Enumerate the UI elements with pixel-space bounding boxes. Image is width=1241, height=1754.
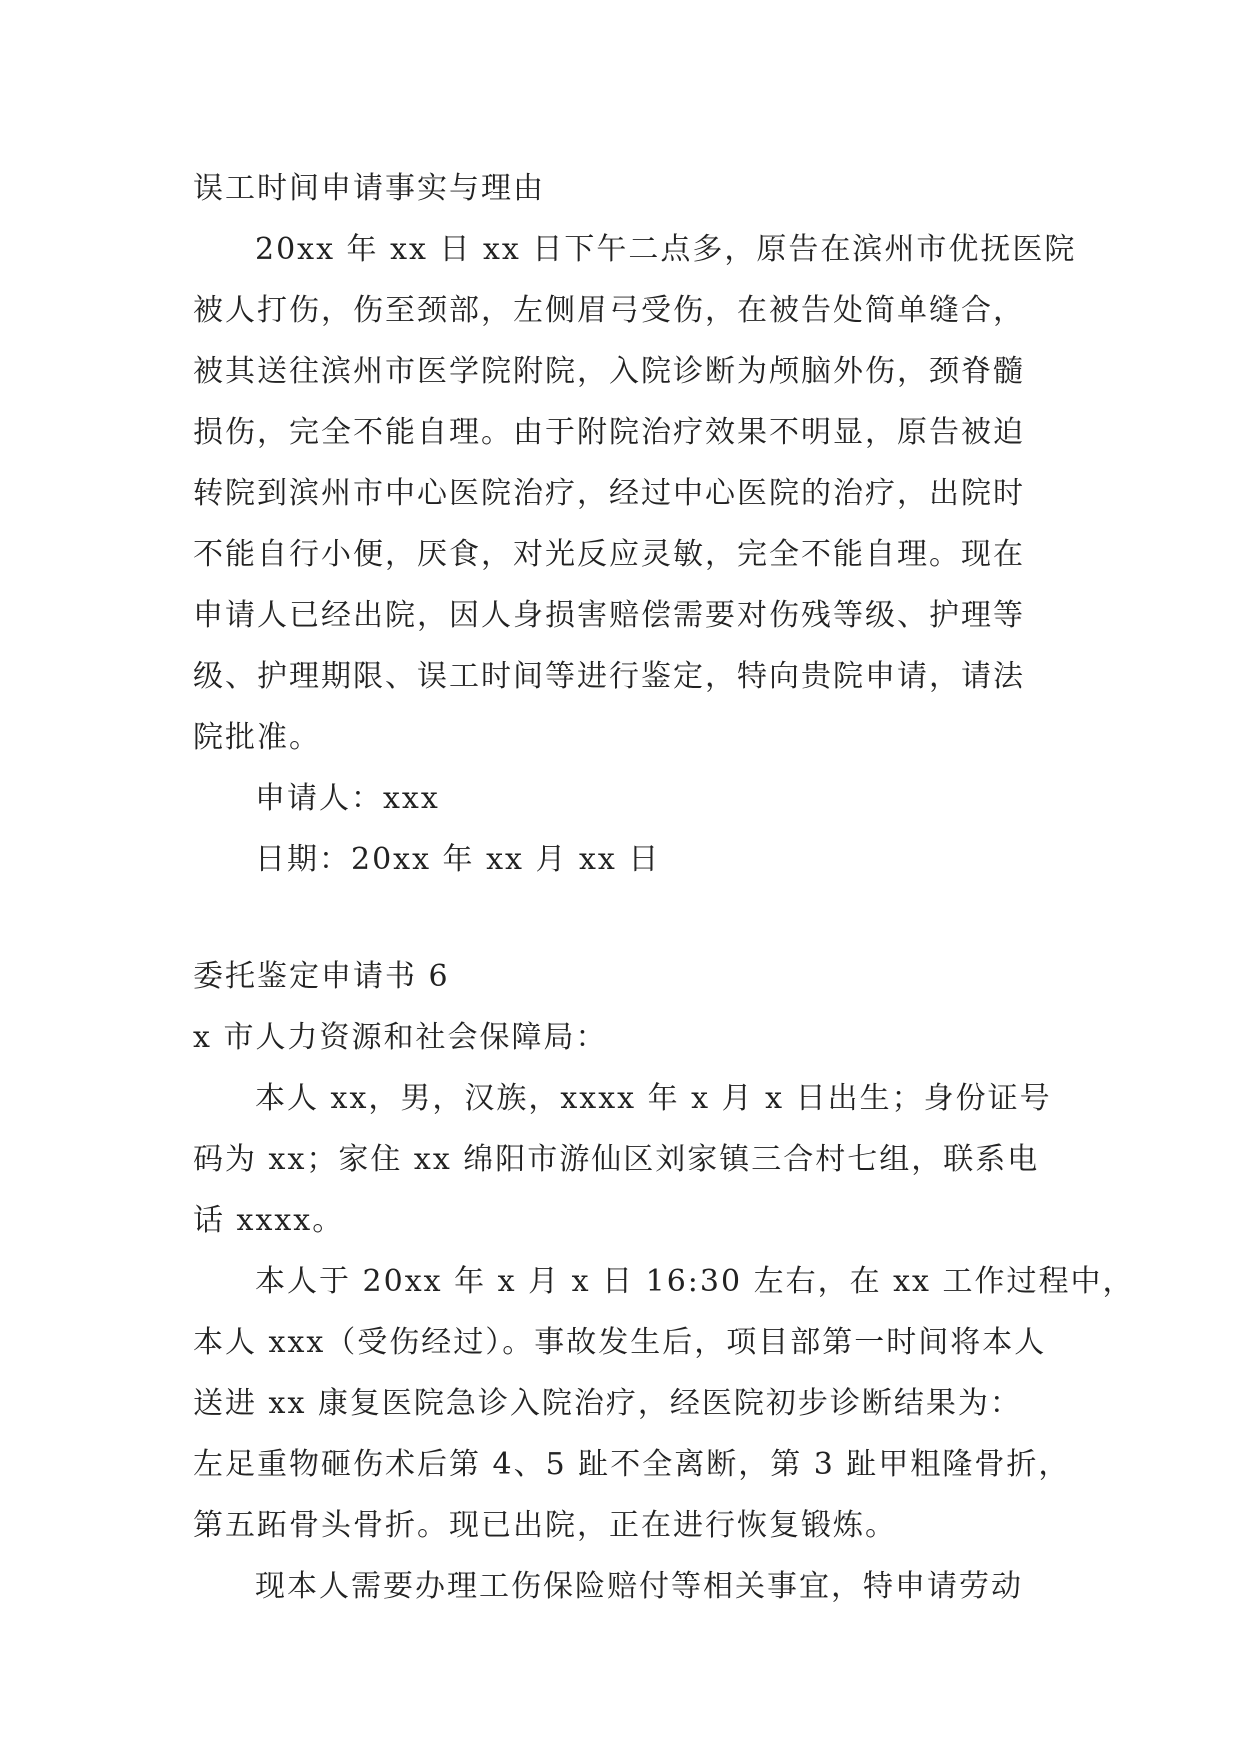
paragraph-line: 不能自行小便，厌食，对光反应灵敏，完全不能自理。现在 <box>193 537 1025 572</box>
body-paragraph <box>193 1251 1135 1556</box>
paragraph-line: 第五跖骨头骨折。现已出院，正在进行恢复锻炼。 <box>193 1508 897 1543</box>
paragraph-line: 本人 xxx（受伤经过）。事故发生后，项目部第一时间将本人 <box>193 1325 1047 1360</box>
body-paragraph <box>193 1556 1073 1617</box>
paragraph-line: 损伤，完全不能自理。由于附院治疗效果不明显，原告被迫 <box>193 415 1025 450</box>
paragraph-line: 20xx 年 xx 日 xx 日下午二点多，原告在滨州市优抚医院 <box>255 232 1077 267</box>
paragraph-line: 左足重物砸伤术后第 4、5 趾不全离断，第 3 趾甲粗隆骨折， <box>193 1447 1071 1482</box>
document-page <box>193 158 1135 1617</box>
paragraph-line: 转院到滨州市中心医院治疗，经过中心医院的治疗，出院时 <box>193 476 1025 511</box>
section-heading: 委托鉴定申请书 6 <box>193 959 450 994</box>
body-paragraph <box>193 219 1077 768</box>
section-spacer <box>193 890 1073 946</box>
paragraph-line: 码为 xx；家住 xx 绵阳市游仙区刘家镇三合村七组，联系电 <box>193 1142 1040 1177</box>
body-paragraph <box>193 1068 1073 1251</box>
paragraph-line: 级、护理期限、误工时间等进行鉴定，特向贵院申请，请法 <box>193 659 1025 694</box>
paragraph-line: 现本人需要办理工伤保险赔付等相关事宜，特申请劳动 <box>255 1569 1023 1604</box>
section-heading: 误工时间申请事实与理由 <box>193 171 545 206</box>
paragraph-line: 话 xxxx。 <box>193 1203 345 1238</box>
paragraph-line: 本人 xx，男，汉族，xxxx 年 x 月 x 日出生；身份证号 <box>255 1081 1052 1116</box>
applicant-line: 申请人：xxx <box>255 781 440 816</box>
paragraph-line: 被其送往滨州市医学院附院，入院诊断为颅脑外伤，颈脊髓 <box>193 354 1025 389</box>
paragraph-line: 院批准。 <box>193 720 321 755</box>
paragraph-line: 送进 xx 康复医院急诊入院治疗，经医院初步诊断结果为： <box>193 1386 1022 1421</box>
paragraph-line: 申请人已经出院，因人身损害赔偿需要对伤残等级、护理等 <box>193 598 1025 633</box>
addressee-line: x 市人力资源和社会保障局： <box>193 1020 608 1055</box>
paragraph-line: 本人于 20xx 年 x 月 x 日 16:30 左右，在 xx 工作过程中， <box>255 1264 1135 1299</box>
paragraph-line: 被人打伤，伤至颈部，左侧眉弓受伤，在被告处简单缝合， <box>193 293 1025 328</box>
date-line: 日期：20xx 年 xx 月 xx 日 <box>255 842 661 877</box>
